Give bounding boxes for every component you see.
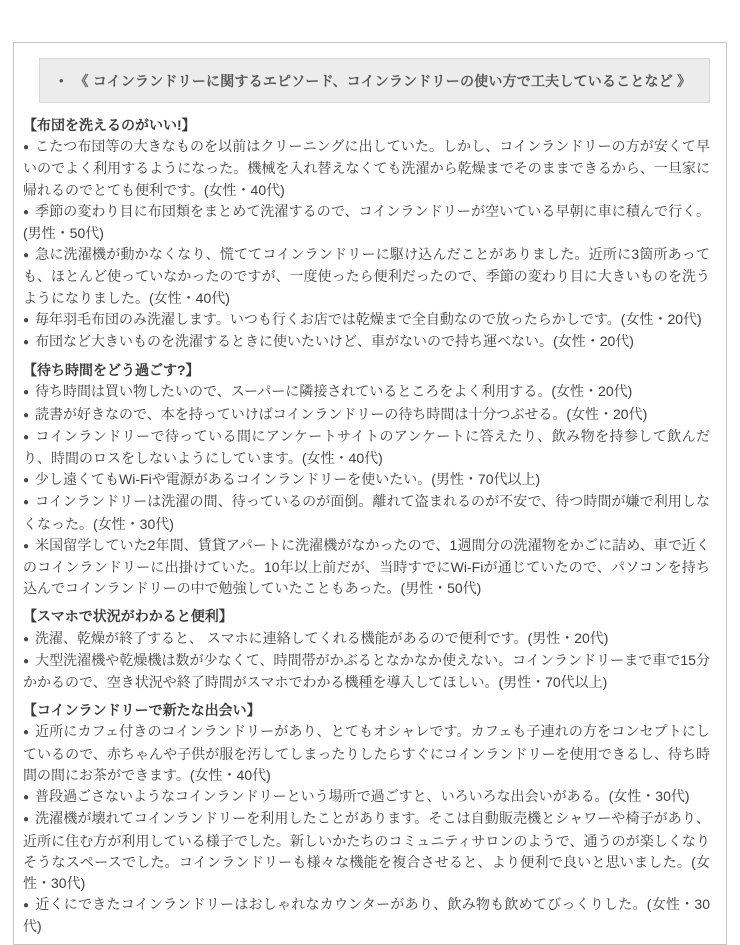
episode-text: 待ち時間は買い物したいので、スーパーに隣接されているところをよく利用する。(女性・20代) (35, 383, 633, 400)
section-heading: 【待ち時間をどう過ごす?】 (23, 362, 200, 379)
episode-text: 近くにできたコインランドリーはおしゃれなカウンターがあり、飲み物も飲めてびっくりした。(女性・30代) (23, 896, 710, 935)
page-title-bar (39, 58, 710, 103)
episode-item (23, 628, 710, 650)
bullet-icon: ● (23, 727, 30, 739)
bullet-icon: ● (23, 206, 30, 218)
section-items (23, 628, 710, 694)
episode-item (23, 426, 710, 469)
episode-item (23, 535, 710, 600)
episode-text: 急に洗濯機が動かなくなり、慌ててコインランドリーに駆け込んだことがありました。近所に3箇所あっても、ほとんど使っていなかったのですが、一度使ったら便利だったので、季節の変わり目に大きいものを洗うようになりました。(女性・40代) (23, 246, 710, 306)
episode-item (23, 894, 710, 937)
episode-text: 季節の変わり目に布団類をまとめて洗濯するので、コインランドリーが空いている早朝に車に積んで行く。(男性・50代) (23, 202, 710, 242)
episode-item (23, 404, 710, 426)
episode-item (23, 244, 710, 309)
bullet-icon: ● (23, 250, 30, 262)
episode-section (23, 360, 710, 599)
bullet-icon: ● (23, 633, 30, 645)
content-panel (13, 42, 727, 945)
bullet-icon: ● (23, 431, 30, 443)
episode-item (23, 721, 710, 786)
sections-container (23, 115, 710, 938)
episode-text: コインランドリーは洗濯の間、待っているのが面倒。離れて盗まれるのが不安で、待つ時間が嫌で利用しなくなった。(女性・30代) (23, 493, 710, 532)
episode-text: 少し遠くてもWi-Fiや電源があるコインランドリーを使いたい。(男性・70代以上) (35, 471, 541, 488)
episode-section (23, 700, 710, 937)
episode-item (23, 808, 710, 894)
episode-item (23, 786, 710, 808)
episode-item (23, 381, 710, 403)
episode-item (23, 331, 710, 353)
episode-item (23, 309, 710, 331)
episode-text: 近所にカフェ付きのコインランドリーがあり、とてもオシャレです。カフェも子連れの方をコンセプトにしているので、赤ちゃんや子供が服を汚してしまったりしたらすぐにコインランドリーを使用できるし、待ち時間の間にお茶ができます。(女性・40代) (23, 723, 710, 783)
bullet-icon: ● (23, 792, 30, 804)
episode-item (23, 650, 710, 693)
episode-text: 布団など大きいものを洗濯するときに使いたいけど、車がないので持ち運べない。(女性・20代) (35, 333, 634, 350)
episode-text: 毎年羽毛布団のみ洗濯します。いつも行くお店では乾燥まで全自動なので放ったらかしです。(女性・20代) (35, 310, 702, 327)
episode-item (23, 491, 710, 534)
episode-text: こたつ布団等の大きなものを以前はクリーニングに出していた。しかし、コインランドリーの方が安くて早いのでよく利用するようになった。機械を入れ替えなくても洗濯から乾燥までそのままできるから、一旦家に帰れるのでとても便利です。(女性・40代) (23, 138, 710, 198)
episode-item (23, 201, 710, 244)
bullet-icon: ● (23, 142, 30, 154)
section-items (23, 381, 710, 599)
episode-section (23, 606, 710, 693)
bullet-icon: ● (23, 387, 30, 399)
episode-item (23, 469, 710, 491)
bullet-icon: ● (23, 900, 30, 912)
section-heading: 【コインランドリーで新たな出会い】 (23, 702, 261, 719)
bullet-icon: ● (23, 497, 30, 509)
episode-text: 米国留学していた2年間、賃貸アパートに洗濯機がなかったので、1週間分の洗濯物をかごに詰め、車で近くのコインランドリーに出掛けていた。10年以上前だが、当時すでにWi-Fiが通じていたので、パソコンを持ち込んでコインランドリーの中で勉強していたこともあった。(男性・50代) (23, 536, 710, 597)
episode-text: 普段過ごさないようなコインランドリーという場所で過ごすと、いろいろな出会いがある。(女性・30代) (35, 788, 690, 805)
page-title: 《 コインランドリーに関するエピソード、コインランドリーの使い方で工夫していることなど 》 (74, 72, 692, 89)
episode-text: 大型洗濯機や乾燥機は数が少なくて、時間帯がかぶるとなかなか使えない。コインランドリーまで車で15分かかるので、空き状況や終了時間がスマホでわかる機種を導入してほしい。(男性・70代以上) (23, 651, 710, 691)
bullet-icon: ● (23, 409, 30, 421)
episode-text: 洗濯、乾燥が終了すると、 スマホに連絡してくれる機能があるので便利です。(男性・20代) (35, 629, 609, 646)
episode-section (23, 115, 710, 353)
bullet-icon: ● (23, 314, 30, 326)
list-bullet-icon: • (59, 73, 64, 88)
bullet-icon: ● (23, 475, 30, 487)
bullet-icon: ● (23, 337, 30, 349)
section-items (23, 136, 710, 353)
bullet-icon: ● (23, 814, 30, 826)
bullet-icon: ● (23, 540, 30, 552)
section-heading: 【布団を洗えるのがいい!】 (23, 117, 196, 133)
section-heading: 【スマホで状況がわかると便利】 (23, 608, 233, 625)
episode-text: 読書が好きなので、本を持っていけばコインランドリーの待ち時間は十分つぶせる。(女性・20代) (35, 405, 648, 422)
episode-text: コインランドリーで待っている間にアンケートサイトのアンケートに答えたり、飲み物を持参して飲んだり、時間のロスをしないようにしています。(女性・40代) (23, 427, 710, 467)
bullet-icon: ● (23, 655, 30, 667)
episode-text: 洗濯機が壊れてコインランドリーを利用したことがあります。そこは自動販売機とシャワーや椅子があり、近所に住む方が利用している様子でした。新しいかたちのコミュニティサロンのようで、通うのが楽しくなりそうなスペースでした。コインランドリーも様々な機能を複合させると、より便利で良いと思いました。(女性・30代) (23, 810, 710, 891)
episode-item (23, 136, 710, 201)
section-items (23, 721, 710, 937)
